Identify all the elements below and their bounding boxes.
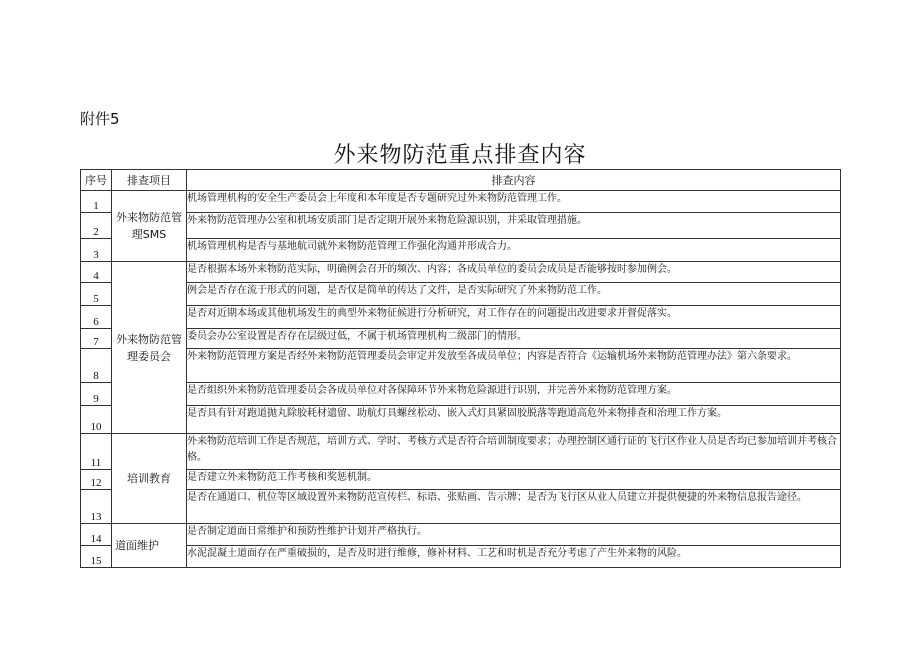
table-row [81,383,841,406]
row-content: 是否组织外来物防范管理委员会各成员单位对各保障环节外来物危险源进行识别，并完善外来物防范管理方案。 [187,383,841,406]
header-content: 排查内容 [187,170,841,191]
document-title: 外来物防范重点排查内容 [333,143,587,168]
table-row [81,434,841,470]
table-row [81,349,841,383]
table-row [81,239,841,262]
row-number: 10 [81,406,112,434]
table-header-row [81,170,841,191]
table-row [81,262,841,283]
category-committee: 外来物防范管理委员会 [112,262,187,434]
category-sms: 外来物防范管理SMS [112,191,187,262]
table-row [81,490,841,524]
row-number: 13 [81,490,112,524]
row-content: 是否制定道面日常维护和预防性维护计划并严格执行。 [187,524,841,546]
table-row [81,329,841,349]
row-number: 14 [81,524,112,546]
table-row [81,406,841,434]
row-content: 是否具有针对跑道抛丸除胶耗材遗留、助航灯具螺丝松动、嵌入式灯具紧固胶脱落等跑道高危外来物排查和治理工作方案。 [187,406,841,434]
row-number: 3 [81,239,112,262]
table-row [81,283,841,306]
row-content: 是否在通道口、机位等区域设置外来物防范宣传栏、标语、张贴画、告示牌；是否为飞行区从业人员建立并提供便捷的外来物信息报告途径。 [187,490,841,524]
row-number: 6 [81,306,112,329]
row-number: 15 [81,546,112,568]
header-item: 排查项目 [112,170,187,191]
table-row [81,470,841,490]
category-pavement: 道面维护 [112,524,187,568]
row-number: 1 [81,191,112,213]
inspection-table [80,169,841,568]
row-content: 水泥混凝土道面存在严重破损的，是否及时进行维修，修补材料、工艺和时机是否充分考虑了产生外来物的风险。 [187,546,841,568]
row-content: 是否根据本场外来物防范实际，明确例会召开的频次、内容；各成员单位的委员会成员是否能够按时参加例会。 [187,262,841,283]
row-number: 8 [81,349,112,383]
row-content: 例会是否存在流于形式的问题，是否仅是简单的传达了文件，是否实际研究了外来物防范工作。 [187,283,841,306]
table-row [81,546,841,568]
row-number: 11 [81,434,112,470]
category-training: 培训教育 [112,434,187,524]
row-content: 是否建立外来物防范工作考核和奖惩机制。 [187,470,841,490]
attachment-label: 附件5 [80,110,120,128]
table-row [81,524,841,546]
table-row [81,191,841,213]
row-content: 外来物防范管理办公室和机场安质部门是否定期开展外来物危险源识别，并采取管理措施。 [187,213,841,239]
table-row [81,306,841,329]
row-content: 委员会办公室设置是否存在层级过低，不属于机场管理机构二级部门的情形。 [187,329,841,349]
table-row [81,213,841,239]
row-number: 2 [81,213,112,239]
row-content: 外来物防范管理方案是否经外来物防范管理委员会审定并发放至各成员单位；内容是否符合《运输机场外来物防范管理办法》第六条要求。 [187,349,841,383]
row-content: 机场管理机构是否与基地航司就外来物防范管理工作强化沟通并形成合力。 [187,239,841,262]
row-number: 12 [81,470,112,490]
row-number: 9 [81,383,112,406]
row-content: 机场管理机构的安全生产委员会上年度和本年度是否专题研究过外来物防范管理工作。 [187,191,841,213]
header-no: 序号 [81,170,112,191]
row-number: 5 [81,283,112,306]
row-content: 外来物防范培训工作是否规范，培训方式、学时、考核方式是否符合培训制度要求；办理控制区通行证的飞行区作业人员是否均已参加培训并考核合格。 [187,434,841,470]
row-number: 4 [81,262,112,283]
row-number: 7 [81,329,112,349]
row-content: 是否对近期本场或其他机场发生的典型外来物征候进行分析研究，对工作存在的问题提出改进要求并督促落实。 [187,306,841,329]
